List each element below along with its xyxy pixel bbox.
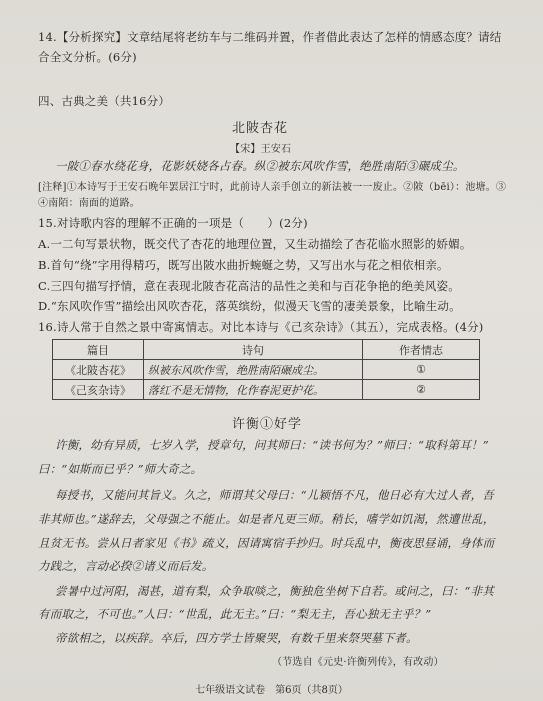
q14-line2: 合全文分析。(6分) [38,50,137,64]
q15-option-a: A.一二句写景状物，既交代了杏花的地理位置，又生动描绘了杏花临水照影的娇媚。 [38,237,472,251]
passage-line: 每授书，又能问其旨义。久之，师谓其父母曰：“儿颖悟不凡，他日必有大过人者，吾 [55,488,494,502]
table-row [53,360,480,380]
table-header-row [53,340,480,360]
table-header: 诗句 [144,340,363,360]
table-cell: 《北陂杏花》 [53,360,144,380]
table-header: 作者情志 [363,340,480,360]
table-header: 篇目 [53,340,144,360]
poem-author: 【宋】王安石 [230,144,292,155]
passage-line: 非其师也。”遂辞去，父母强之不能止。如是者凡更三师。稍长，嗜学如饥渴，然遭世乱， [38,512,495,526]
table-cell: 纵被东风吹作雪，绝胜南陌碾成尘。 [144,360,363,380]
comparison-table [52,339,480,400]
table-cell: 《己亥杂诗》 [53,380,144,400]
passage-line: 帝欲相之，以疾辞。卒后，四方学士皆聚哭，有数千里来祭哭墓下者。 [55,631,418,645]
q16-stem: 16.诗人常于自然之景中寄寓情志。对比本诗与《己亥杂诗》（其五），完成表格。(4分) [38,320,484,334]
passage-line: 许衡，幼有异质，七岁入学，授章句，问其师曰：“读书何为？”师曰：“取科第耳！” [55,438,489,452]
passage-title: 许衡①好学 [232,417,303,432]
table-row [53,380,480,400]
table-cell: 落红不是无情物，化作春泥更护花。 [144,380,363,400]
passage-line: 尝暑中过河阳，渴甚，道有梨，众争取啖之，衡独危坐树下自若。或问之，曰：“非其 [55,584,494,598]
answer-blank-2[interactable]: ② [363,380,480,400]
section-heading: 四、古典之美（共16分） [38,94,171,108]
poem-title: 北陂杏花 [232,121,289,136]
page-footer: 七年级语文试卷 第6页（共8页） [195,685,348,696]
poem-note-2: ④南陌：南面的道路。 [38,198,140,209]
passage-source: （节选自《元史·许衡列传》，有改动） [272,657,444,668]
poem-line: 一陂①春水绕花身，花影妖娆各占春。纵②被东风吹作雪，绝胜南陌③碾成尘。 [55,159,465,173]
answer-blank-1[interactable]: ① [363,360,480,380]
passage-line: 力践之，言动必揆②诸义而后发。 [38,559,214,573]
q15-option-d: D.“东风吹作雪”描绘出风吹杏花，落英缤纷，似漫天飞雪的凄美景象，比喻生动。 [38,299,461,313]
passage-line: 曰：“如斯而已乎？”师大奇之。 [38,462,203,476]
q15-option-c: C.三四句描写抒情，意在表现北陂杏花高洁的品性之美和与百花争艳的绝美风姿。 [38,279,460,293]
q15-stem: 15.对诗歌内容的理解不正确的一项是（ ）(2分) [38,216,308,230]
poem-note-1: [注释]①本诗写于王安石晚年罢居江宁时，此前诗人亲手创立的新法被一一废止。②陂（bēi）：池塘。③ [38,182,507,193]
q15-option-b: B.首句“绕”字用得精巧，既写出陂水曲折蜿蜒之势，又写出水与花之相依相亲。 [38,258,449,272]
passage-line: 有而取之，不可也。”人曰：“世乱，此无主。”曰：“梨无主，吾心独无主乎？” [38,607,432,621]
q14-line1: 14.【分析探究】文章结尾将老纺车与二维码并置，作者借此表达了怎样的情感态度？请结 [38,30,502,44]
passage-line: 且贫无书。尝从日者家见《书》疏义，因请寓宿手抄归。时兵乱中，衡夜思昼诵，身体而 [38,536,495,550]
